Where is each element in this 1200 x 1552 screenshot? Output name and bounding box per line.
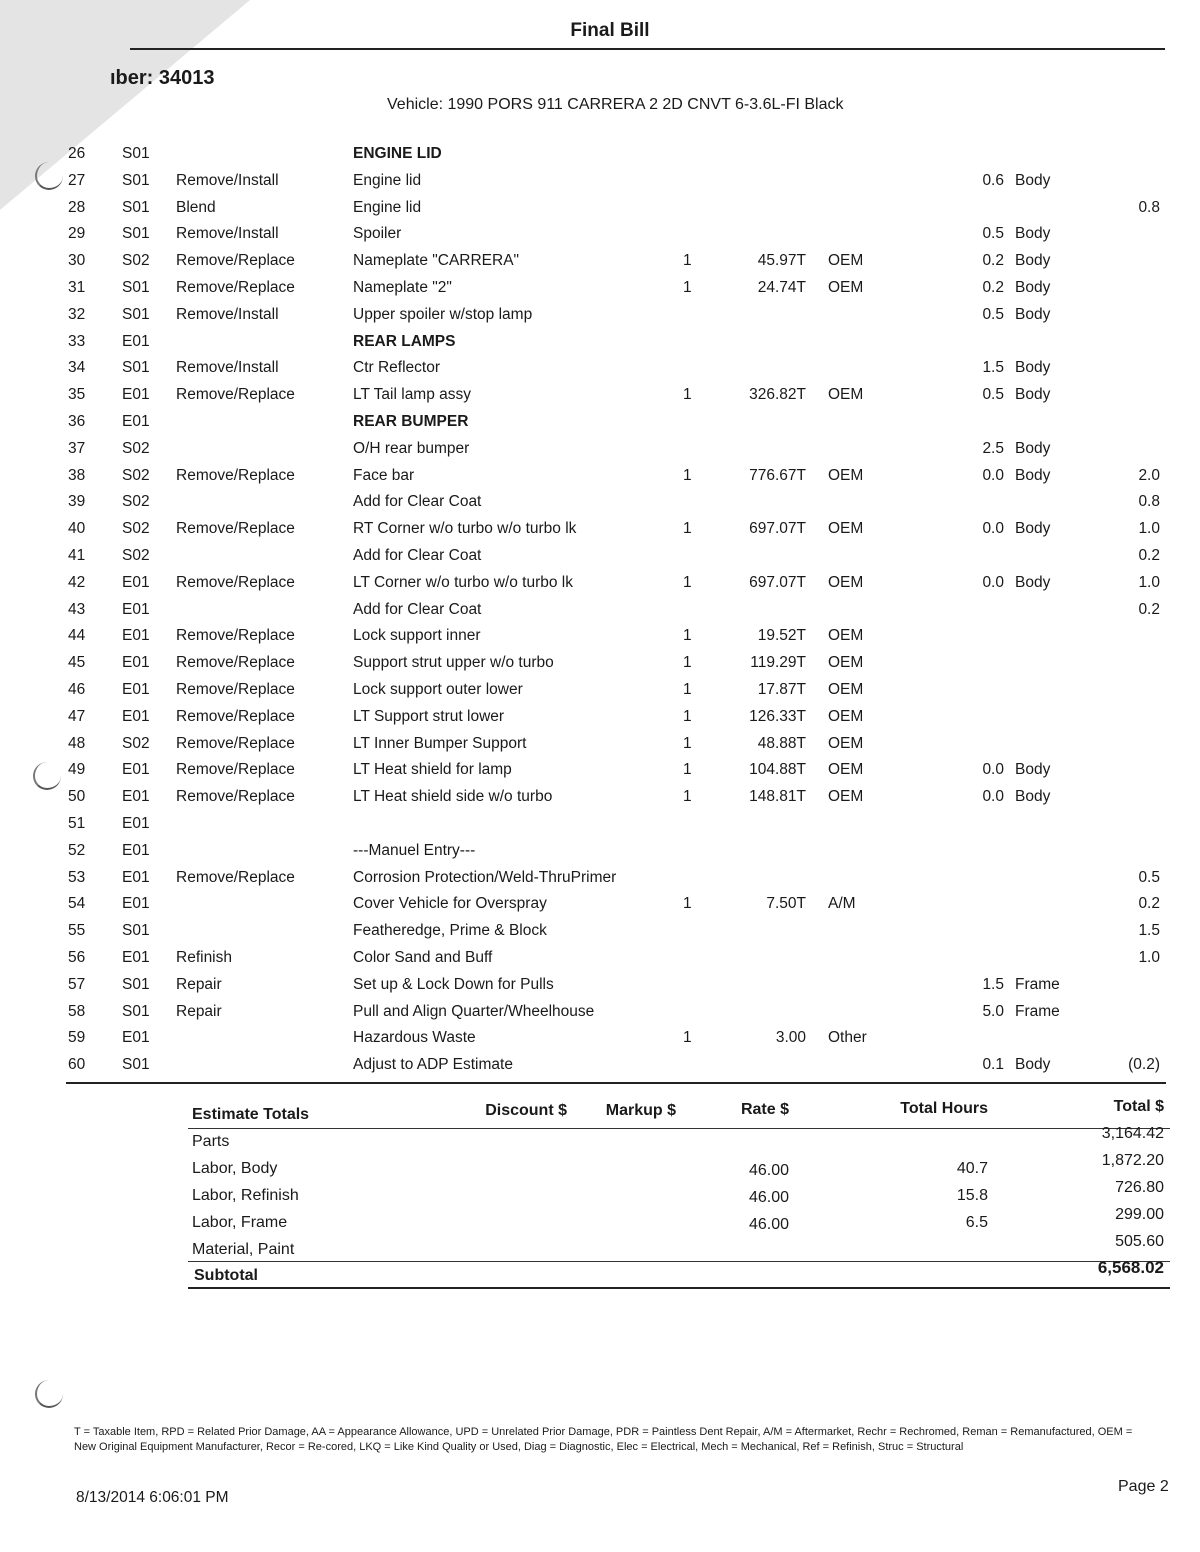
line-number: 42: [68, 573, 86, 591]
quantity: 1: [683, 654, 692, 672]
labor-hours: 0.5: [982, 386, 1004, 404]
line-code: E01: [122, 815, 150, 832]
line-item-row: [0, 493, 1200, 519]
line-code: E01: [122, 413, 150, 430]
line-number: 53: [68, 868, 86, 886]
labor-type: Body: [1015, 573, 1051, 591]
part-source: OEM: [828, 520, 864, 538]
part-source: OEM: [828, 681, 864, 698]
description: LT Heat shield for lamp: [353, 761, 512, 779]
quantity: 1: [683, 707, 692, 725]
totals-header-rule: [188, 1128, 1170, 1129]
part-source: OEM: [828, 466, 864, 484]
description: LT Tail lamp assy: [353, 386, 472, 404]
part-price: 7.50T: [766, 895, 806, 913]
line-code: E01: [122, 868, 150, 886]
operation: Remove/Replace: [176, 707, 295, 725]
line-code: S02: [122, 439, 150, 457]
line-item-row: [0, 333, 1200, 359]
totals-row: [0, 1152, 1200, 1184]
line-item-row: [0, 681, 1200, 707]
line-code: S01: [122, 922, 150, 940]
totals-header-total: Total $: [1113, 1098, 1164, 1115]
part-price: 3.00: [775, 1029, 806, 1047]
line-code: E01: [122, 1029, 150, 1047]
line-code: E01: [122, 788, 150, 806]
line-number: 27: [68, 171, 86, 189]
part-price: 17.87T: [757, 681, 806, 698]
line-item-row: [0, 1056, 1200, 1082]
line-number: 55: [68, 922, 86, 940]
line-number: 40: [68, 520, 86, 538]
part-source: OEM: [828, 573, 864, 591]
line-number: 49: [68, 761, 86, 779]
operation: Remove/Replace: [176, 761, 295, 779]
line-code: S02: [122, 547, 150, 564]
quantity: 1: [683, 279, 692, 296]
part-price: 776.67T: [749, 466, 806, 484]
description: Add for Clear Coat: [353, 493, 482, 511]
operation: Remove/Install: [176, 305, 279, 323]
quantity: 1: [683, 788, 692, 806]
quantity: 1: [683, 895, 692, 913]
totals-row-label: Labor, Frame: [192, 1214, 288, 1231]
labor-hours: 0.2: [982, 279, 1004, 296]
description: Upper spoiler w/stop lamp: [353, 305, 533, 323]
line-code: E01: [122, 895, 150, 913]
description: LT Heat shield side w/o turbo: [353, 788, 553, 806]
labor-hours: 0.0: [982, 573, 1004, 591]
quantity: 1: [683, 252, 692, 270]
description: Engine lid: [353, 198, 422, 216]
part-price: 45.97T: [757, 252, 806, 270]
line-item-row: [0, 172, 1200, 198]
totals-bottom-rule: [188, 1287, 1170, 1289]
line-number: 31: [68, 279, 86, 296]
operation: Remove/Replace: [176, 252, 295, 270]
labor-type: Body: [1015, 279, 1051, 296]
labor-hours: 1.5: [982, 359, 1004, 377]
operation: Remove/Replace: [176, 788, 295, 806]
operation: Remove/Replace: [176, 868, 295, 886]
labor-type: Body: [1015, 305, 1051, 323]
part-source: OEM: [828, 734, 864, 752]
line-item-row: [0, 949, 1200, 975]
line-item-row: [0, 842, 1200, 868]
totals-row-total: 505.60: [1115, 1233, 1164, 1250]
title-divider: [130, 48, 1165, 50]
paint-hours: 0.5: [1138, 868, 1160, 886]
operation: Remove/Replace: [176, 520, 295, 538]
totals-header-markup: Markup $: [605, 1102, 676, 1119]
line-code: E01: [122, 573, 150, 591]
quantity: 1: [683, 386, 692, 404]
paint-hours: 1.0: [1138, 949, 1160, 966]
labor-hours: 0.2: [982, 252, 1004, 270]
part-source: OEM: [828, 654, 864, 672]
line-number: 35: [68, 386, 86, 404]
line-item-row: [0, 306, 1200, 332]
abbreviation-legend: T = Taxable Item, RPD = Related Prior Damage, AA = Appearance Allowance, UPD = Unrelated Prior Damage, PDR = Paintless Dent Repair, A/M = Aftermarket, Rechr = Rechromed, Reman = Remanufactured, OEM = New Original Equipment Manufacturer, Recor = Re-cored, LKQ = Like Kind Quality or Used, Diag = Diagnostic, Elec = Electrical, Mech = Mechanical, Ref = Refinish, Struc = Structural: [74, 1426, 1133, 1453]
description: Support strut upper w/o turbo: [353, 654, 554, 672]
line-code: S01: [122, 1002, 150, 1020]
labor-type: Frame: [1015, 975, 1060, 993]
line-number: 47: [68, 707, 86, 725]
line-number: 43: [68, 600, 86, 618]
subtotal-label: Subtotal: [194, 1267, 258, 1284]
description: Ctr Reflector: [353, 359, 440, 377]
line-code: S01: [122, 975, 150, 993]
part-source: OEM: [828, 707, 864, 725]
line-item-row: [0, 654, 1200, 680]
totals-row-label: Material, Paint: [192, 1241, 295, 1258]
line-number: 41: [68, 547, 86, 564]
operation: Refinish: [176, 949, 232, 966]
line-item-row: [0, 627, 1200, 653]
description: Corrosion Protection/Weld-ThruPrimer: [353, 868, 617, 886]
line-item-row: [0, 976, 1200, 1002]
line-code: E01: [122, 627, 150, 645]
part-price: 119.29T: [750, 654, 806, 672]
line-item-row: [0, 440, 1200, 466]
line-code: E01: [122, 386, 150, 404]
operation: Blend: [176, 198, 216, 216]
labor-hours: 0.5: [982, 225, 1004, 243]
labor-type: Body: [1015, 466, 1051, 484]
part-source: OEM: [828, 386, 864, 404]
description: Cover Vehicle for Overspray: [353, 895, 547, 913]
line-item-row: [0, 735, 1200, 761]
estimate-number: ıber: 34013: [110, 67, 215, 89]
labor-type: Body: [1015, 788, 1051, 806]
line-item-row: [0, 895, 1200, 921]
labor-type: Body: [1015, 761, 1051, 779]
line-item-row: [0, 359, 1200, 385]
line-item-row: [0, 601, 1200, 627]
part-source: OEM: [828, 279, 864, 296]
part-price: 24.74T: [757, 279, 806, 296]
line-item-row: [0, 922, 1200, 948]
part-price: 148.81T: [749, 788, 806, 806]
line-number: 50: [68, 788, 86, 806]
description: Nameplate "CARRERA": [353, 252, 520, 270]
line-item-row: [0, 199, 1200, 225]
labor-hours: 0.0: [982, 788, 1004, 806]
line-number: 57: [68, 975, 86, 993]
operation: Remove/Replace: [176, 734, 295, 752]
description: Add for Clear Coat: [353, 600, 482, 618]
description: LT Inner Bumper Support: [353, 734, 527, 752]
labor-hours: 0.0: [982, 520, 1004, 538]
quantity: 1: [683, 761, 692, 779]
operation: Remove/Install: [176, 359, 279, 377]
line-item-row: [0, 574, 1200, 600]
description: Add for Clear Coat: [353, 547, 482, 564]
line-number: 29: [68, 225, 86, 243]
line-number: 39: [68, 493, 86, 511]
line-code: S02: [122, 734, 150, 752]
totals-row-rate: 46.00: [748, 1216, 789, 1233]
line-number: 51: [68, 815, 86, 832]
operation: Remove/Replace: [176, 386, 295, 404]
line-code: S01: [122, 145, 150, 162]
description: Engine lid: [353, 171, 422, 189]
totals-header-discount: Discount $: [485, 1102, 567, 1119]
operation: Remove/Replace: [176, 573, 295, 591]
totals-row-total: 3,164.42: [1101, 1125, 1164, 1142]
labor-hours: 2.5: [982, 439, 1004, 457]
paint-hours: 0.2: [1138, 547, 1160, 564]
description: REAR BUMPER: [353, 413, 469, 430]
print-timestamp: 8/13/2014 6:06:01 PM: [76, 1489, 229, 1506]
line-number: 45: [68, 654, 86, 672]
description: Pull and Align Quarter/Wheelhouse: [353, 1002, 595, 1020]
paint-hours: 2.0: [1138, 466, 1160, 484]
line-item-row: [0, 145, 1200, 171]
part-source: OEM: [828, 788, 864, 806]
page-number: Page 2: [1118, 1478, 1169, 1495]
description: Lock support outer lower: [353, 681, 523, 698]
line-number: 54: [68, 895, 86, 913]
description: O/H rear bumper: [353, 439, 470, 457]
quantity: 1: [683, 466, 692, 484]
description: ENGINE LID: [353, 145, 442, 162]
quantity: 1: [683, 734, 692, 752]
operation: Remove/Install: [176, 171, 279, 189]
operation: Repair: [176, 975, 222, 993]
line-code: S02: [122, 493, 150, 511]
paint-hours: 1.5: [1138, 922, 1160, 940]
description: Lock support inner: [353, 627, 481, 645]
line-item-row: [0, 467, 1200, 493]
totals-row-total: 299.00: [1115, 1206, 1164, 1223]
paint-hours: 0.8: [1138, 198, 1160, 216]
line-number: 32: [68, 305, 86, 323]
totals-header-row: [0, 1100, 1200, 1126]
line-item-row: [0, 869, 1200, 895]
description: Adjust to ADP Estimate: [353, 1056, 513, 1074]
totals-row-hours: 6.5: [965, 1214, 988, 1231]
line-number: 60: [68, 1056, 86, 1074]
line-code: S01: [122, 305, 150, 323]
totals-row-total: 726.80: [1115, 1179, 1164, 1196]
line-code: S01: [122, 198, 150, 216]
labor-type: Body: [1015, 439, 1051, 457]
quantity: 1: [683, 681, 692, 698]
line-number: 59: [68, 1029, 86, 1047]
operation: Remove/Replace: [176, 466, 295, 484]
line-number: 52: [68, 841, 86, 859]
line-number: 30: [68, 252, 86, 270]
line-number: 37: [68, 439, 86, 457]
labor-type: Body: [1015, 225, 1051, 243]
line-number: 38: [68, 466, 86, 484]
totals-row-label: Labor, Refinish: [192, 1187, 299, 1204]
line-item-row: [0, 252, 1200, 278]
line-item-row: [0, 386, 1200, 412]
operation: Remove/Replace: [176, 627, 295, 645]
totals-row-rate: 46.00: [748, 1162, 789, 1179]
part-source: Other: [828, 1029, 867, 1047]
line-code: S02: [122, 252, 150, 270]
labor-hours: 0.1: [982, 1056, 1004, 1074]
line-code: S01: [122, 171, 150, 189]
description: LT Support strut lower: [353, 707, 505, 725]
labor-hours: 0.5: [982, 305, 1004, 323]
quantity: 1: [683, 520, 692, 538]
line-number: 36: [68, 413, 86, 430]
part-price: 697.07T: [749, 573, 806, 591]
line-item-row: [0, 225, 1200, 251]
line-item-row: [0, 547, 1200, 573]
line-code: S02: [122, 520, 150, 538]
line-items-bottom-rule: [66, 1082, 1166, 1084]
totals-header-rate: Rate $: [740, 1101, 789, 1118]
line-code: E01: [122, 707, 150, 725]
line-code: S01: [122, 225, 150, 243]
vehicle-description: Vehicle: 1990 PORS 911 CARRERA 2 2D CNVT 6-3.6L-FI Black: [387, 96, 844, 113]
labor-hours: 0.6: [982, 171, 1004, 189]
line-number: 48: [68, 734, 86, 752]
paint-hours: 0.2: [1138, 895, 1160, 913]
totals-row: [0, 1206, 1200, 1238]
paint-hours: 1.0: [1138, 573, 1160, 591]
description: Nameplate "2": [353, 279, 452, 296]
quantity: 1: [683, 627, 692, 645]
line-number: 28: [68, 198, 86, 216]
line-item-row: [0, 708, 1200, 734]
paint-hours: 1.0: [1138, 520, 1160, 538]
line-item-row: [0, 413, 1200, 439]
paint-hours: 0.8: [1138, 493, 1160, 511]
line-code: E01: [122, 681, 150, 698]
line-number: 44: [68, 627, 86, 645]
totals-row-hours: 40.7: [956, 1160, 988, 1177]
line-number: 33: [68, 332, 86, 350]
line-item-row: [0, 788, 1200, 814]
line-item-row: [0, 520, 1200, 546]
labor-hours: 5.0: [982, 1002, 1004, 1020]
line-code: E01: [122, 600, 150, 618]
line-number: 58: [68, 1002, 86, 1020]
line-code: E01: [122, 761, 150, 779]
totals-row-label: Labor, Body: [192, 1160, 278, 1177]
line-code: S01: [122, 1056, 150, 1074]
labor-type: Body: [1015, 171, 1051, 189]
labor-type: Body: [1015, 359, 1051, 377]
totals-row-rate: 46.00: [748, 1189, 789, 1206]
line-code: E01: [122, 841, 150, 859]
labor-type: Frame: [1015, 1002, 1060, 1020]
paint-hours: 0.2: [1138, 600, 1160, 618]
line-item-row: [0, 761, 1200, 787]
line-number: 56: [68, 949, 86, 966]
line-item-row: [0, 1003, 1200, 1029]
quantity: 1: [683, 1029, 692, 1047]
part-source: OEM: [828, 761, 864, 779]
subtotal-value: 6,568.02: [1097, 1258, 1164, 1277]
part-price: 19.52T: [757, 627, 806, 645]
operation: Remove/Replace: [176, 681, 295, 698]
description: ---Manuel Entry---: [353, 841, 476, 859]
labor-hours: 1.5: [982, 975, 1004, 993]
line-item-row: [0, 1029, 1200, 1055]
operation: Repair: [176, 1002, 222, 1020]
line-code: E01: [122, 949, 150, 966]
part-source: OEM: [828, 252, 864, 270]
totals-header-hours: Total Hours: [900, 1100, 988, 1117]
line-code: E01: [122, 332, 150, 350]
part-source: OEM: [828, 627, 864, 645]
totals-row-hours: 15.8: [956, 1187, 988, 1204]
part-price: 126.33T: [749, 707, 806, 725]
operation: Remove/Replace: [176, 279, 295, 296]
totals-row-label: Parts: [192, 1133, 230, 1150]
description: REAR LAMPS: [353, 332, 456, 350]
line-item-row: [0, 279, 1200, 305]
totals-header-label: Estimate Totals: [192, 1106, 310, 1123]
labor-type: Body: [1015, 252, 1051, 270]
page-title: Final Bill: [570, 20, 650, 41]
description: LT Corner w/o turbo w/o turbo lk: [353, 573, 573, 591]
labor-hours: 0.0: [982, 761, 1004, 779]
part-price: 104.88T: [749, 761, 806, 779]
part-price: 326.82T: [749, 386, 806, 404]
operation: Remove/Replace: [176, 654, 295, 672]
operation: Remove/Install: [176, 225, 279, 243]
quantity: 1: [683, 573, 692, 591]
punch-hole-mark: [35, 1380, 63, 1408]
description: RT Corner w/o turbo w/o turbo lk: [353, 520, 577, 538]
labor-type: Body: [1015, 386, 1051, 404]
description: Spoiler: [353, 225, 402, 243]
paint-hours: (0.2): [1128, 1056, 1160, 1074]
part-price: 48.88T: [757, 734, 806, 752]
line-item-row: [0, 815, 1200, 841]
subtotal-rule: [188, 1261, 1170, 1262]
line-code: S01: [122, 359, 150, 377]
part-price: 697.07T: [749, 520, 806, 538]
description: Color Sand and Buff: [353, 949, 493, 966]
labor-type: Body: [1015, 520, 1051, 538]
line-number: 46: [68, 681, 86, 698]
totals-row: [0, 1125, 1200, 1157]
description: Hazardous Waste: [353, 1029, 476, 1047]
totals-row: [0, 1179, 1200, 1211]
line-number: 26: [68, 145, 86, 162]
line-code: S01: [122, 279, 150, 296]
labor-hours: 0.0: [982, 466, 1004, 484]
line-code: E01: [122, 654, 150, 672]
part-source: A/M: [828, 895, 856, 913]
description: Face bar: [353, 466, 415, 484]
line-number: 34: [68, 359, 86, 377]
totals-row-total: 1,872.20: [1101, 1152, 1164, 1169]
description: Featheredge, Prime & Block: [353, 922, 547, 940]
description: Set up & Lock Down for Pulls: [353, 975, 554, 993]
labor-type: Body: [1015, 1056, 1051, 1074]
line-code: S02: [122, 466, 150, 484]
